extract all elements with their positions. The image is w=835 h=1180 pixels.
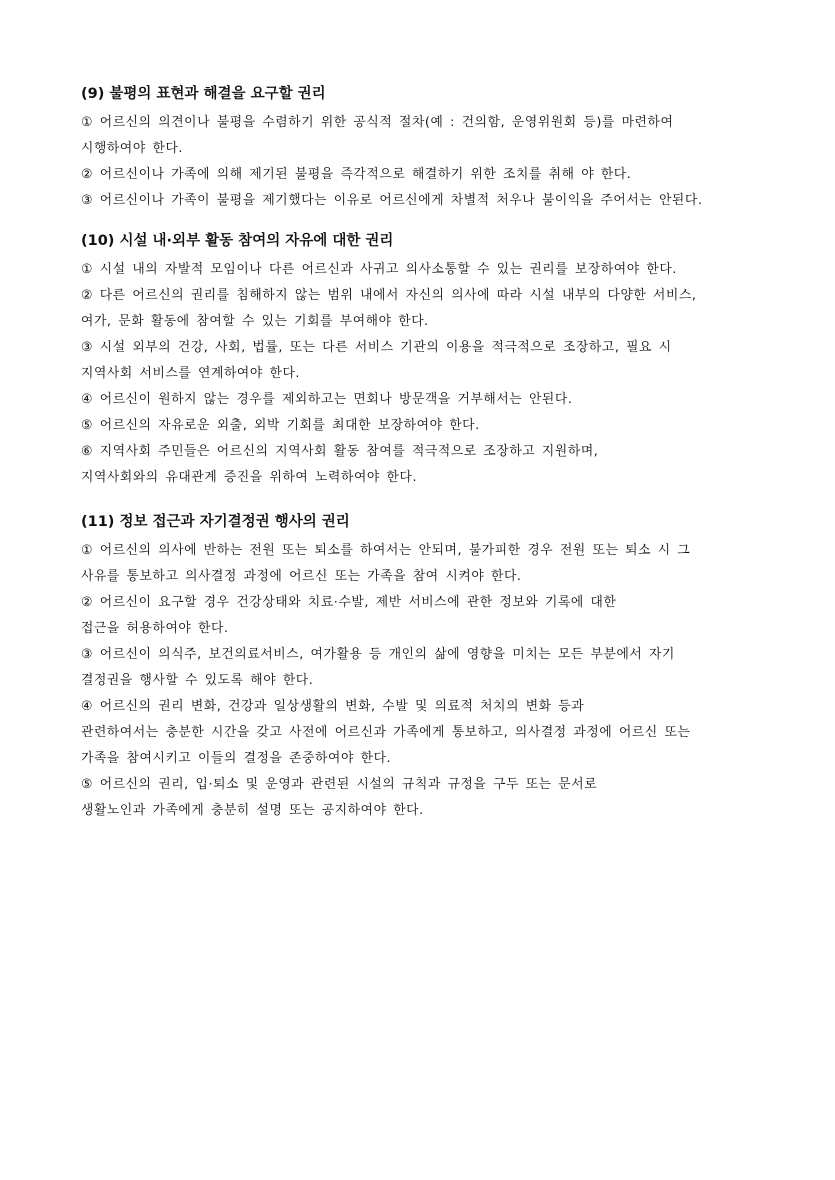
section-complaint-rights — [81, 84, 761, 214]
item-line: ⑤ 어르신의 권리, 입·퇴소 및 운영과 관련된 시설의 규칙과 규정을 구두 또는 문서로 — [81, 777, 598, 792]
section-heading: (10) 시설 내·외부 활동 참여의 자유에 대한 권리 — [81, 233, 394, 249]
item-line: ① 어르신의 의사에 반하는 전원 또는 퇴소를 하여서는 안되며, 불가피한 경우 전원 또는 퇴소 시 그 — [81, 543, 691, 558]
list-item — [81, 110, 761, 162]
item-line: ③ 시설 외부의 건강, 사회, 법률, 또는 다른 서비스 기관의 이용을 적극적으로 조장하고, 필요 시 — [81, 340, 672, 355]
item-line: ⑤ 어르신의 자유로운 외출, 외박 기회를 최대한 보장하여야 한다. — [81, 418, 480, 433]
item-line: 여가, 문화 활동에 참여할 수 있는 기회를 부여해야 한다. — [81, 314, 429, 329]
item-line: 관련하여서는 충분한 시간을 갖고 사전에 어르신과 가족에게 통보하고, 의사결정 과정에 어르신 또는 — [81, 725, 691, 740]
list-item — [81, 538, 761, 590]
list-item — [81, 439, 761, 491]
item-line: ③ 어르신이나 가족이 불평을 제기했다는 이유로 어르신에게 차별적 처우나 불이익을 주어서는 안된다. — [81, 193, 703, 208]
item-line: 결정권을 행사할 수 있도록 해야 한다. — [81, 673, 314, 688]
list-item — [81, 335, 761, 387]
list-item — [81, 257, 761, 283]
item-line: 가족을 참여시키고 이들의 결정을 존중하여야 한다. — [81, 751, 392, 766]
item-line: ① 시설 내의 자발적 모임이나 다른 어르신과 사귀고 의사소통할 수 있는 권리를 보장하여야 한다. — [81, 262, 677, 277]
item-line: ④ 어르신이 원하지 않는 경우를 제외하고는 면회나 방문객을 거부해서는 안된다. — [81, 392, 573, 407]
section-heading: (11) 정보 접근과 자기결정권 행사의 권리 — [81, 514, 350, 530]
item-line: 접근을 허용하여야 한다. — [81, 621, 229, 636]
list-item — [81, 162, 761, 188]
section-activity-freedom-rights — [81, 231, 761, 491]
list-item — [81, 694, 761, 772]
item-line: ① 어르신의 의견이나 불평을 수렴하기 위한 공식적 절차(예 : 건의함, 운영위원회 등)를 마련하여 — [81, 115, 674, 130]
list-item — [81, 642, 761, 694]
list-item — [81, 387, 761, 413]
item-line: ⑥ 지역사회 주민들은 어르신의 지역사회 활동 참여를 적극적으로 조장하고 지원하며, — [81, 444, 599, 459]
item-line: 지역사회 서비스를 연계하여야 한다. — [81, 366, 301, 381]
item-line: ② 어르신이나 가족에 의해 제기된 불평을 즉각적으로 해결하기 위한 조치를 취해 야 한다. — [81, 167, 632, 182]
item-line: ② 다른 어르신의 권리를 침해하지 않는 범위 내에서 자신의 의사에 따라 시설 내부의 다양한 서비스, — [81, 288, 697, 303]
item-line: 생활노인과 가족에게 충분히 설명 또는 공지하여야 한다. — [81, 803, 424, 818]
section-information-self-determination-rights — [81, 512, 761, 824]
item-line: ③ 어르신이 의식주, 보건의료서비스, 여가활용 등 개인의 삶에 영향을 미치는 모든 부분에서 자기 — [81, 647, 675, 662]
item-line: 지역사회와의 유대관계 증진을 위하여 노력하여야 한다. — [81, 470, 418, 485]
list-item — [81, 413, 761, 439]
section-heading: (9) 불평의 표현과 해결을 요구할 권리 — [81, 86, 326, 102]
list-item — [81, 772, 761, 824]
item-line: 사유를 통보하고 의사결정 과정에 어르신 또는 가족을 참여 시켜야 한다. — [81, 569, 522, 584]
item-line: ② 어르신이 요구할 경우 건강상태와 치료·수발, 제반 서비스에 관한 정보와 기록에 대한 — [81, 595, 617, 610]
list-item — [81, 590, 761, 642]
item-line: 시행하여야 한다. — [81, 141, 184, 156]
item-line: ④ 어르신의 권리 변화, 건강과 일상생활의 변화, 수발 및 의료적 처치의 변화 등과 — [81, 699, 585, 714]
list-item — [81, 283, 761, 335]
list-item — [81, 188, 761, 214]
